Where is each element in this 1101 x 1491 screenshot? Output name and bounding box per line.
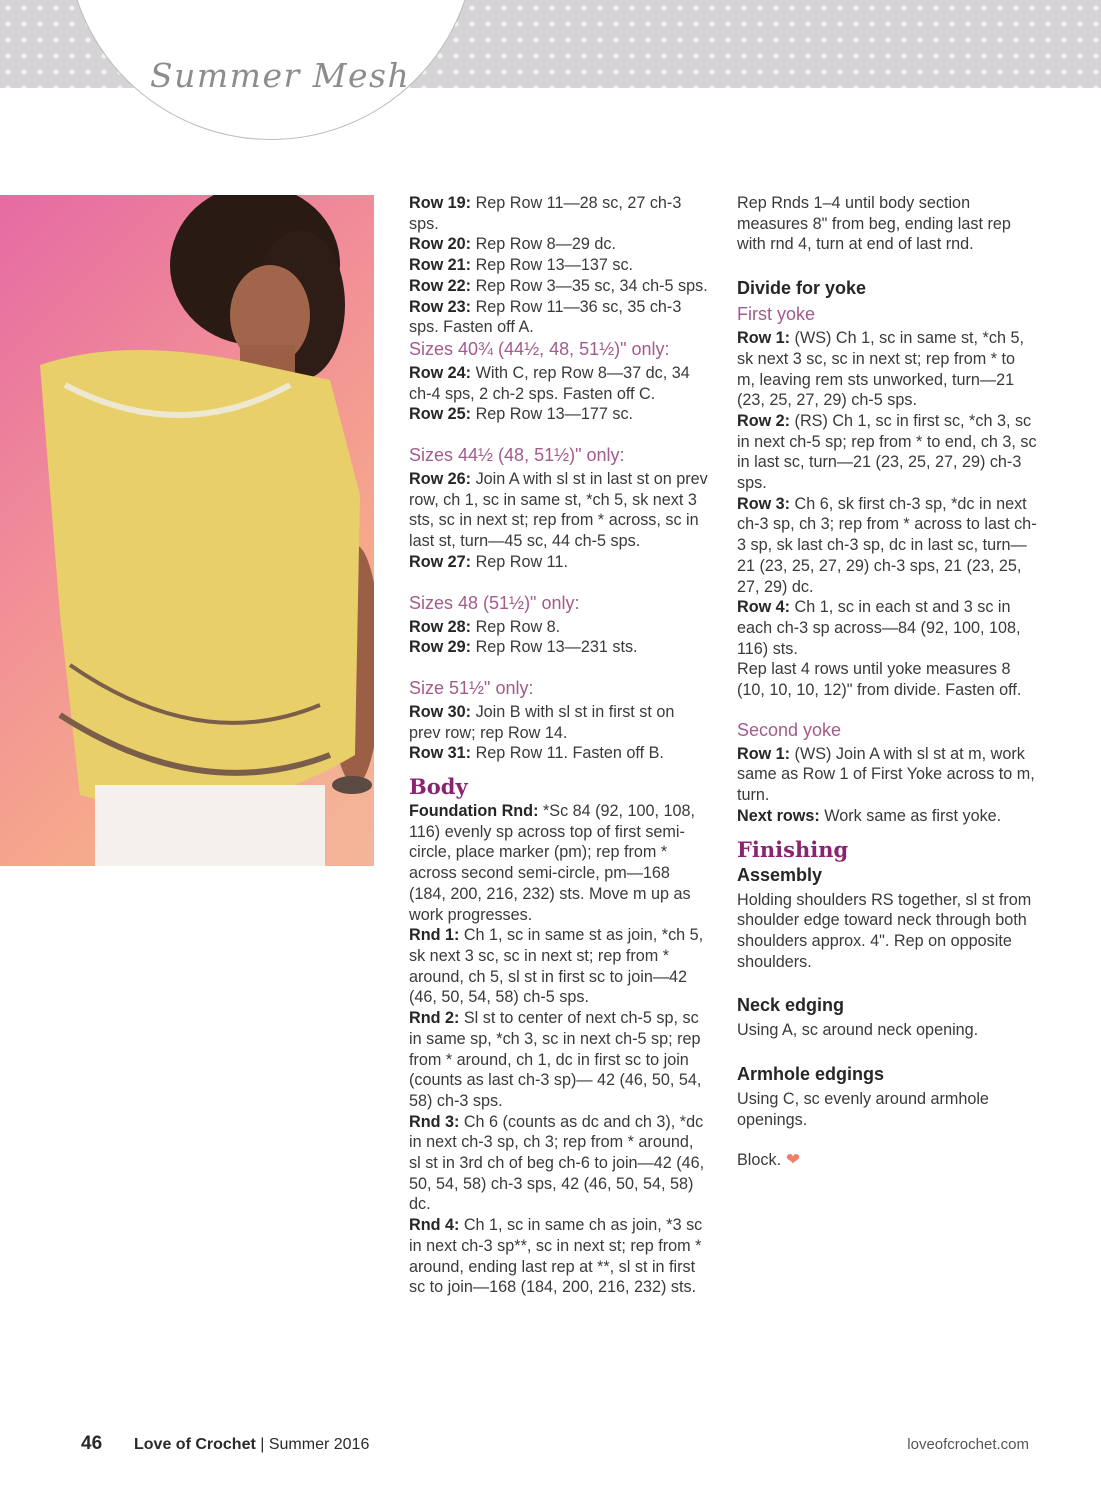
instruction-label: Row 31: xyxy=(409,744,472,763)
instruction-paragraph xyxy=(409,552,709,573)
instruction-text: Join A with sl st in last st on prev row, ch 1, sc in same st, *ch 5, sk next 3 sts, sc in next st; rep from * across, sc in last st, turn—45 sc, 44 ch-5 sps. xyxy=(409,470,708,551)
instruction-text: Ch 1, sc in each st and 3 sc in each ch-3 sp across—84 (92, 100, 108, 116) sts. xyxy=(737,598,1021,658)
section-heading: Armhole edgings xyxy=(737,1064,885,1085)
instruction-text: Join B with sl st in first st on prev row; rep Row 14. xyxy=(409,702,675,742)
instruction-paragraph xyxy=(409,702,709,743)
block-text: Block. xyxy=(737,1150,782,1169)
section-title: Body xyxy=(409,774,468,800)
instruction-text: With C, rep Row 8—37 dc, 34 ch-4 sps, 2 ch-2 sps. Fasten off C. xyxy=(409,363,690,403)
instruction-text: Ch 1, sc in same ch as join, *3 sc in next ch-3 sp**, sc in next st; rep from * around, ending last rep at **, sl st in first sc to join—168 (184, 200, 216, 232) sts. xyxy=(409,1216,703,1297)
instruction-label: Rnd 3: xyxy=(409,1112,460,1131)
issue-date: Summer 2016 xyxy=(268,1436,370,1453)
instruction-paragraph xyxy=(409,801,709,925)
section-heading: Assembly xyxy=(737,864,823,885)
instruction-label: Next rows: xyxy=(737,806,820,825)
instruction-text: (WS) Join A with sl st at m, work same as Row 1 of First Yoke across to m, turn. xyxy=(737,744,1035,805)
instructions-column-1 xyxy=(409,193,709,1298)
instruction-label: Row 26: xyxy=(409,470,472,489)
instruction-paragraph xyxy=(737,744,1037,806)
instruction-text: Rep Row 11. Fasten off B. xyxy=(471,744,664,763)
instruction-label: Row 30: xyxy=(409,702,472,721)
instruction-text: Rep Row 11—36 sc, 35 ch-3 sps. Fasten off A. xyxy=(409,297,682,337)
instruction-text: Rep Row 13—137 sc. xyxy=(471,256,634,275)
instruction-paragraph xyxy=(737,806,1037,827)
instruction-text: Rep last 4 rows until yoke measures 8 (10, 10, 10, 12)" from divide. Fasten off. xyxy=(737,660,1022,700)
instruction-text: (WS) Ch 1, sc in same st, *ch 5, sk next 3 sc, sc in next st; rep from * to m, leaving rem sts unworked, turn—21 (23, 25, 27, 29) ch-5 sps. xyxy=(737,329,1024,410)
instruction-paragraph xyxy=(409,276,709,297)
instruction-paragraph xyxy=(737,411,1037,494)
size-heading: Sizes 40¾ (44½, 48, 51½)" only: xyxy=(409,338,670,359)
instruction-paragraph xyxy=(737,890,1037,973)
instruction-paragraph xyxy=(737,328,1037,411)
instruction-text: Rep Row 11—28 sc, 27 ch-3 sps. xyxy=(409,194,682,233)
instruction-label: Row 3: xyxy=(737,494,791,513)
instruction-paragraph xyxy=(409,234,709,255)
instruction-label: Row 22: xyxy=(409,276,472,295)
instruction-paragraph xyxy=(409,637,709,658)
section-title: Finishing xyxy=(737,836,849,862)
instruction-label: Foundation Rnd: xyxy=(409,802,539,821)
instruction-label: Row 27: xyxy=(409,552,472,571)
section-heading: Divide for yoke xyxy=(737,278,867,299)
instruction-label: Row 23: xyxy=(409,297,472,316)
instruction-paragraph xyxy=(409,297,709,338)
instruction-paragraph xyxy=(409,617,709,638)
subsection-heading: Second yoke xyxy=(737,719,842,740)
instruction-paragraph xyxy=(409,743,709,764)
instruction-label: Row 28: xyxy=(409,617,472,636)
footer-separator: | xyxy=(255,1436,269,1453)
instruction-text: Work same as first yoke. xyxy=(819,806,1002,825)
instruction-paragraph xyxy=(737,193,1037,255)
instruction-text: Ch 1, sc in same st as join, *ch 5, sk next 3 sc, sc in next st; rep from * around, ch 5, sl st in first sc to join—42 (46, 50, 54, 58) ch-5 sps. xyxy=(409,926,704,1007)
instruction-label: Rnd 1: xyxy=(409,926,460,945)
instruction-label: Rnd 4: xyxy=(409,1216,460,1235)
instruction-paragraph xyxy=(409,469,709,552)
instruction-label: Row 4: xyxy=(737,598,791,617)
instruction-label: Row 19: xyxy=(409,194,472,212)
footer-credit xyxy=(134,1436,369,1454)
instruction-text: (RS) Ch 1, sc in first sc, *ch 3, sc in next ch-5 sp; rep from * to end, ch 3, sc in last sc, turn—21 (23, 25, 27, 29) ch-3 sps. xyxy=(737,411,1037,493)
instruction-paragraph xyxy=(409,1215,709,1298)
subsection-heading: First yoke xyxy=(737,304,816,325)
instruction-text: Rep Row 8—29 dc. xyxy=(471,235,616,254)
instruction-paragraph xyxy=(737,1020,1037,1041)
instruction-label: Row 29: xyxy=(409,638,472,657)
instruction-paragraph xyxy=(737,494,1037,598)
instruction-paragraph xyxy=(737,1089,1037,1130)
instruction-label: Row 20: xyxy=(409,235,472,254)
instruction-label: Row 24: xyxy=(409,363,472,382)
instruction-text: Using C, sc evenly around armhole openings. xyxy=(737,1090,989,1129)
instruction-paragraph xyxy=(409,255,709,276)
instruction-text: Rep Row 11. xyxy=(471,552,568,571)
instruction-text: Ch 6, sk first ch-3 sp, *dc in next ch-3 sp, ch 3; rep from * across to last ch-3 sp, sk last ch-3 sp, dc in last sc, turn—21 (23, 25, 27, 29) ch-3 sps, 21 (23, 25, 27, 29) dc. xyxy=(737,494,1037,596)
instruction-label: Row 1: xyxy=(737,744,791,763)
website-url: loveofcrochet.com xyxy=(907,1436,1029,1453)
heart-icon: ❤ xyxy=(781,1149,801,1169)
page-number: 46 xyxy=(81,1433,103,1454)
size-heading: Sizes 48 (51½)" only: xyxy=(409,592,580,613)
instruction-paragraph xyxy=(409,1008,709,1112)
section-heading: Neck edging xyxy=(737,995,845,1016)
instruction-text: Rep Row 13—177 sc. xyxy=(471,405,634,424)
instruction-text: Using A, sc around neck opening. xyxy=(737,1021,979,1040)
instruction-text: Ch 6 (counts as dc and ch 3), *dc in next ch-3 sp, ch 3; rep from * around, sl st in 3rd ch of beg ch-6 to join—42 (46, 50, 54, 58) ch-3 sps, 42 (46, 50, 54, 58) dc. xyxy=(409,1112,705,1214)
model-photo xyxy=(0,195,374,866)
instruction-paragraph xyxy=(409,404,709,425)
instruction-text: Rep Row 8. xyxy=(471,617,561,636)
instructions-column-2 xyxy=(737,193,1037,1170)
block-instruction xyxy=(737,1150,1037,1171)
instruction-paragraph xyxy=(409,193,709,234)
size-heading: Sizes 44½ (48, 51½)" only: xyxy=(409,445,625,466)
size-heading: Size 51½" only: xyxy=(409,677,534,698)
instruction-label: Row 21: xyxy=(409,256,472,275)
page-title: Summer Mesh xyxy=(150,56,411,95)
instruction-text: *Sc 84 (92, 100, 108, 116) evenly sp across top of first semi-circle, place marker (pm); rep from * across second semi-circle, pm—168 (184, 200, 216, 232) sts. Move m up as work progresses. xyxy=(409,802,696,924)
instruction-paragraph xyxy=(737,659,1037,700)
instruction-label: Rnd 2: xyxy=(409,1009,460,1028)
instruction-text: Holding shoulders RS together, sl st from shoulder edge toward neck through both shoulders approx. 4". Rep on opposite shoulders. xyxy=(737,890,1032,971)
instruction-text: Rep Row 3—35 sc, 34 ch-5 sps. xyxy=(471,276,708,295)
instruction-label: Row 25: xyxy=(409,405,472,424)
instruction-text: Rep Rnds 1–4 until body section measures 8" from beg, ending last rep with rnd 4, turn at end of last rnd. xyxy=(737,194,1011,254)
instruction-paragraph xyxy=(737,597,1037,659)
instruction-label: Row 1: xyxy=(737,329,791,348)
instruction-label: Row 2: xyxy=(737,411,791,430)
instruction-text: Sl st to center of next ch-5 sp, sc in same sp, *ch 3, sc in next ch-5 sp; rep from * around, ch 1, dc in first sc to join (counts as last ch-3 sp)— 42 (46, 50, 54, 58) ch-3 sps. xyxy=(409,1009,702,1110)
instruction-text: Rep Row 13—231 sts. xyxy=(471,638,638,657)
instruction-paragraph xyxy=(409,925,709,1008)
instruction-paragraph xyxy=(409,363,709,404)
magazine-name: Love of Crochet xyxy=(134,1436,256,1453)
instruction-paragraph xyxy=(409,1112,709,1216)
